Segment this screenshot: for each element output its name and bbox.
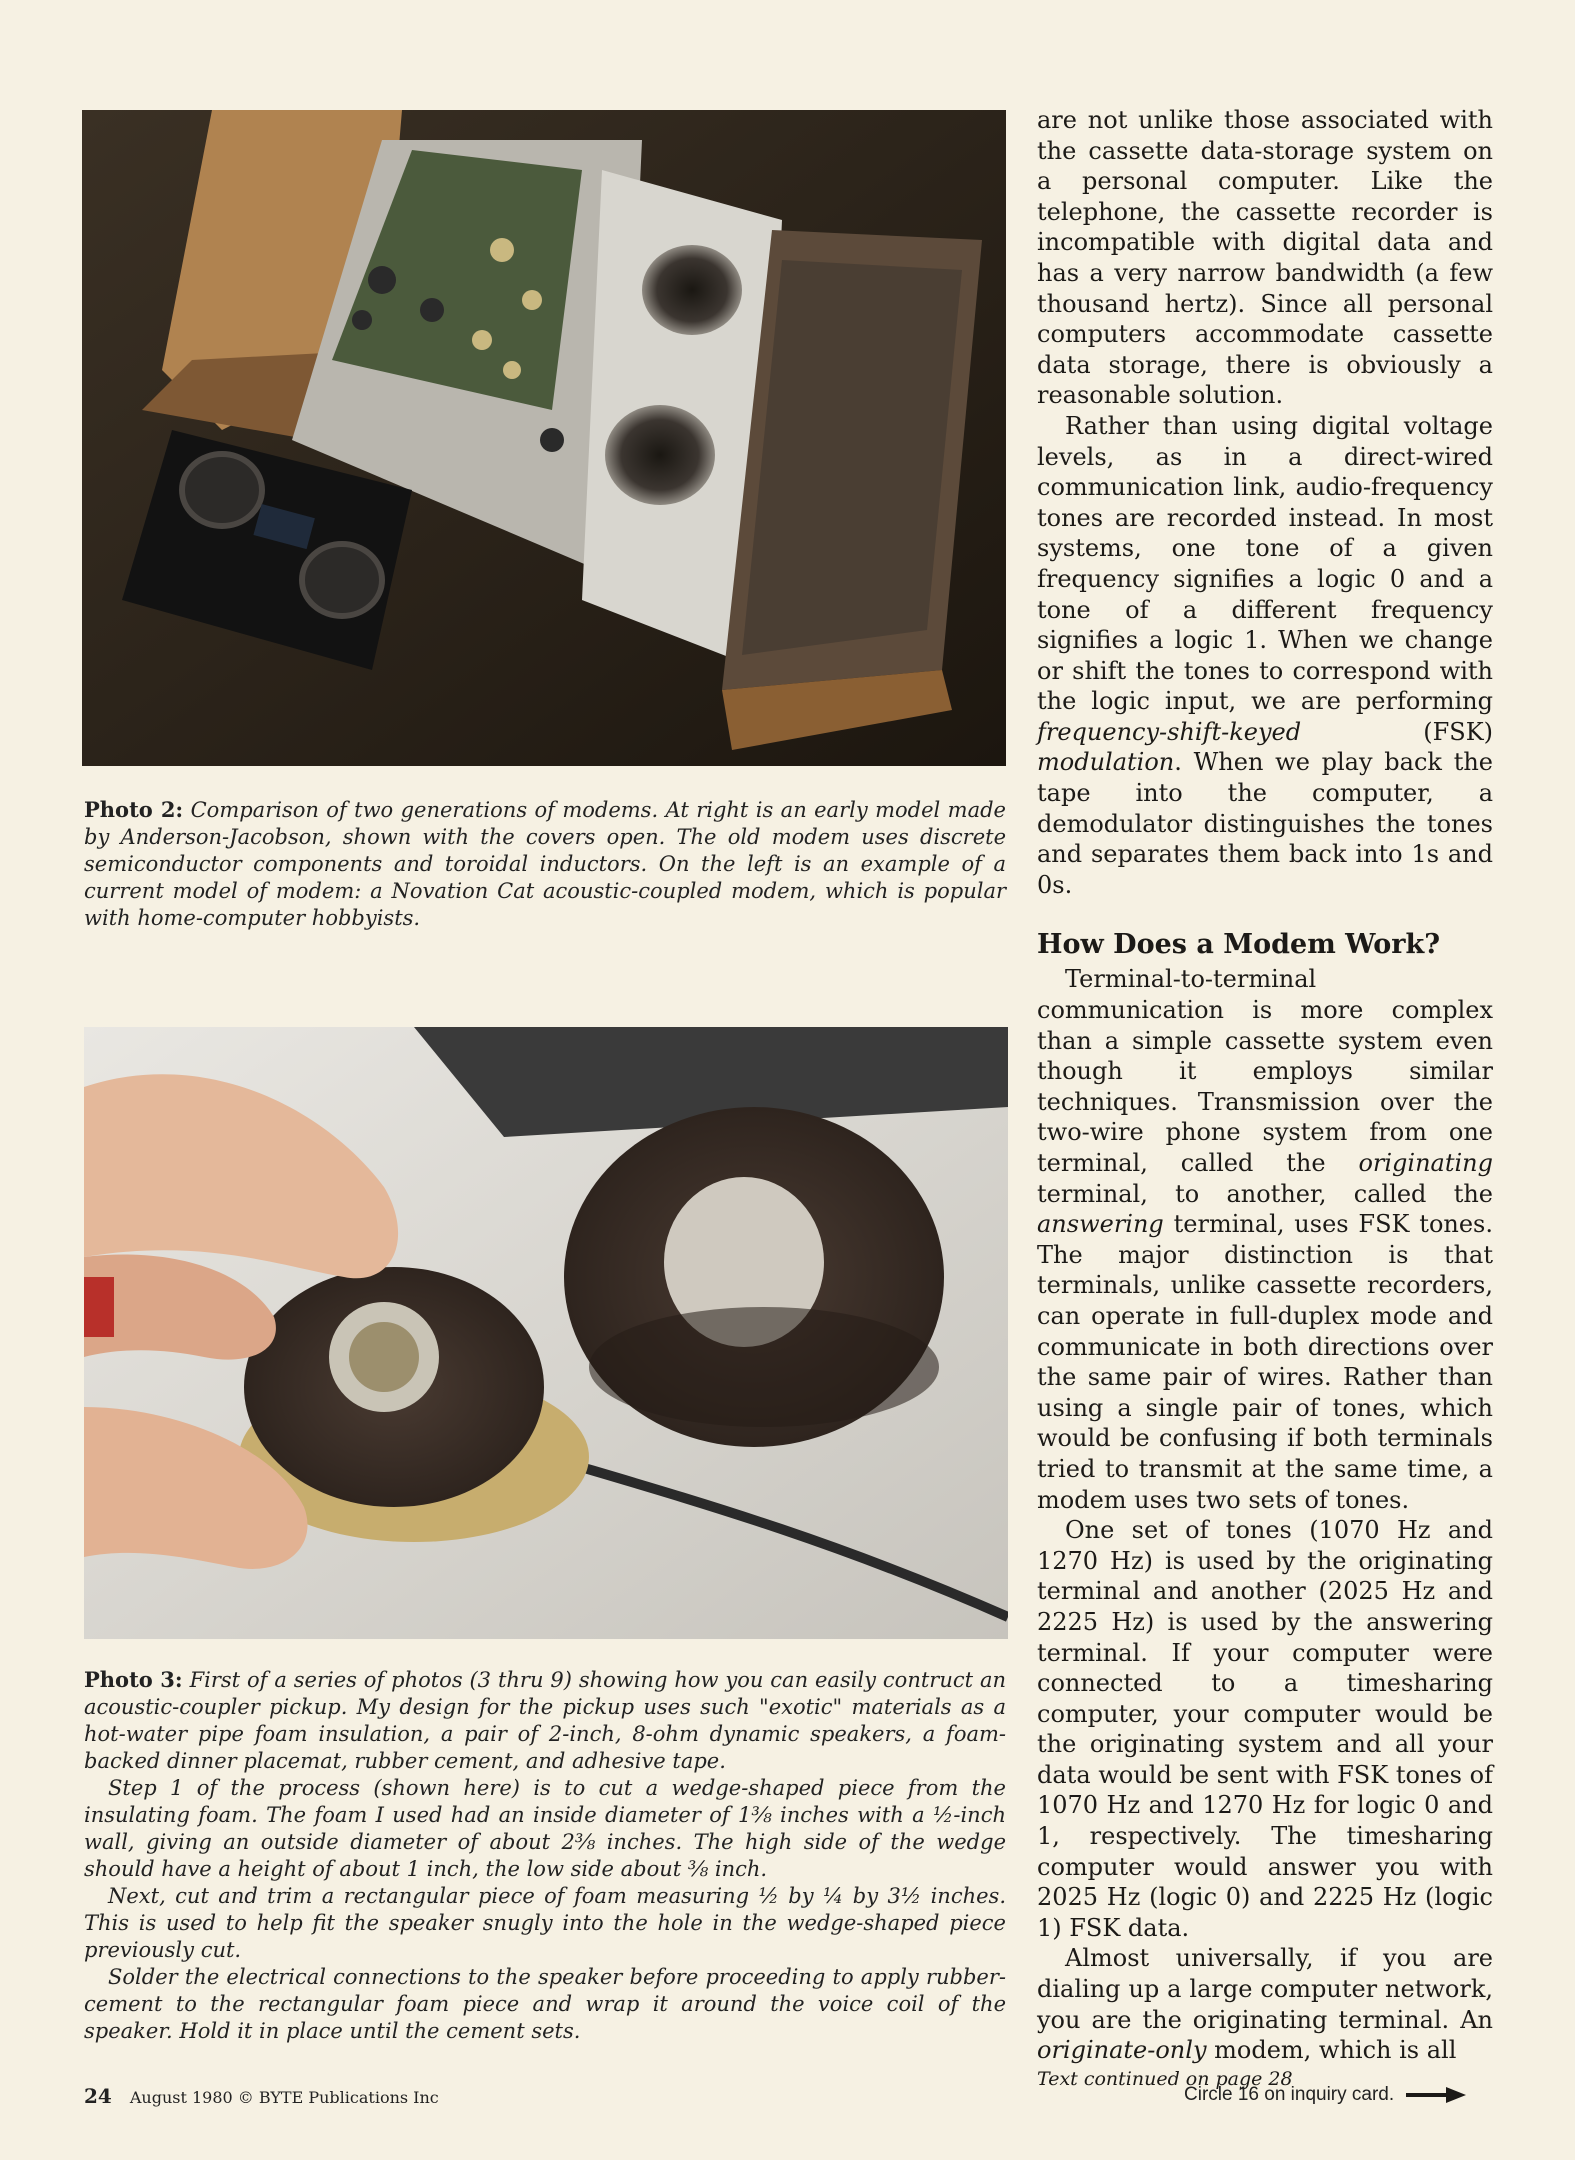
inquiry-note <box>1184 2084 1466 2106</box>
caption-paragraph-1: First of a series of photos (3 thru 9) showing how you can easily contruct an acoustic-coupler pickup. My design for the pickup uses such "exotic" materials as a hot-water pipe foam insulation, a pair of 2-inch, 8-ohm dynamic speakers, a foam-backed dinner placemat, rubber cement, and adhesive tape. <box>84 1668 1006 1773</box>
article-paragraph-2: Rather than using digital voltage levels, as in a direct-wired communication link, audio-frequency tones are recorded instead. In most systems, one tone of a given frequency signifies a logic 0 and a tone of a different frequency signifies a logic 1. When we change or shift the tones to correspond with the logic input, we are performing frequency-shift-keyed (FSK) modulation. When we play back the tape into the computer, a demodulator distinguishes the tones and separates them back into 1s and 0s. <box>1037 411 1493 899</box>
caption-text: Comparison of two generations of modems. At right is an early model made by Anderson-Jacobson, shown with the covers open. The old modem uses discrete semiconductor components and toroidal inductors. On the left is an example of a current model of modem: a Novation Cat acoustic-coupled modem, which is popular with home-computer hobbyists. <box>84 798 1006 930</box>
right-arrow-icon <box>1406 2085 1466 2105</box>
caption-paragraph-2: Step 1 of the process (shown here) is to cut a wedge-shaped piece from the insulating foam. The foam I used had an inside diameter of 1⅜ inches with a ½-inch wall, giving an outside diameter of about 2⅜ inches. The high side of the wedge should have a height of about 1 inch, the low side about ⅜ inch. <box>84 1776 1006 1881</box>
inquiry-text: Circle 16 on inquiry card. <box>1184 2084 1395 2105</box>
caption-paragraph-4: Solder the electrical connections to the speaker before proceeding to apply rubber-cement to the rectangular foam piece and wrap it around the voice coil of the speaker. Hold it in place until the cement sets. <box>84 1965 1006 2043</box>
page-number: 24 <box>84 2084 112 2108</box>
photo-2-modems <box>82 110 1006 766</box>
article-paragraph-5: Almost universally, if you are dialing up a large computer network, you are the originating terminal. An originate-only modem, which is all <box>1037 1944 1493 2065</box>
publication-credit: August 1980 © BYTE Publications Inc <box>129 2088 439 2107</box>
photo-3-image <box>84 1027 1008 1639</box>
section-heading: How Does a Modem Work? <box>1037 929 1441 961</box>
article-paragraph-3: Terminal-to-terminal communication is more complex than a simple cassette system even though it employs similar techniques. Transmission over the two-wire phone system from one terminal, called the originating terminal, to another, called the answering terminal, uses FSK tones. The major distinction is that terminals, unlike cassette recorders, can operate in full-duplex mode and communicate in both directions over the same pair of wires. Rather than using a single pair of tones, which would be confusing if both terminals tried to transmit at the same time, a modem uses two sets of tones. <box>1037 965 1493 1514</box>
photo-3-coupler <box>84 1027 1008 1639</box>
photo-2-image <box>82 110 1006 766</box>
caption-paragraph-3: Next, cut and trim a rectangular piece of foam measuring ½ by ¼ by 3½ inches. This is used to help fit the speaker snugly into the hole in the wedge-shaped piece previously cut. <box>84 1884 1006 1962</box>
photo-2-caption <box>84 796 1006 932</box>
continued-note: Text continued on page 28 <box>1037 2067 1293 2090</box>
caption-label: Photo 2: <box>84 797 184 822</box>
article-paragraph-4: One set of tones (1070 Hz and 1270 Hz) is used by the originating terminal and another (2025 Hz and 2225 Hz) is used by the answering terminal. If your computer were connected to a timesharing computer, your computer would be the originating system and all your data would be sent with FSK tones of 1070 Hz and 1270 Hz for logic 0 and 1, respectively. The timesharing computer would answer you with 2025 Hz (logic 0) and 2225 Hz (logic 1) FSK data. <box>1037 1516 1493 1942</box>
caption-label: Photo 3: <box>84 1667 183 1692</box>
page-footer <box>84 2084 439 2108</box>
photo-3-caption <box>84 1666 1006 2045</box>
article-column <box>1037 105 1493 2092</box>
article-paragraph-1: are not unlike those associated with the cassette data-storage system on a personal computer. Like the telephone, the cassette recorder is incompatible with digital data and has a very narrow bandwidth (a few thousand hertz). Since all personal computers accommodate cassette data storage, there is obviously a reasonable solution. <box>1037 106 1493 410</box>
